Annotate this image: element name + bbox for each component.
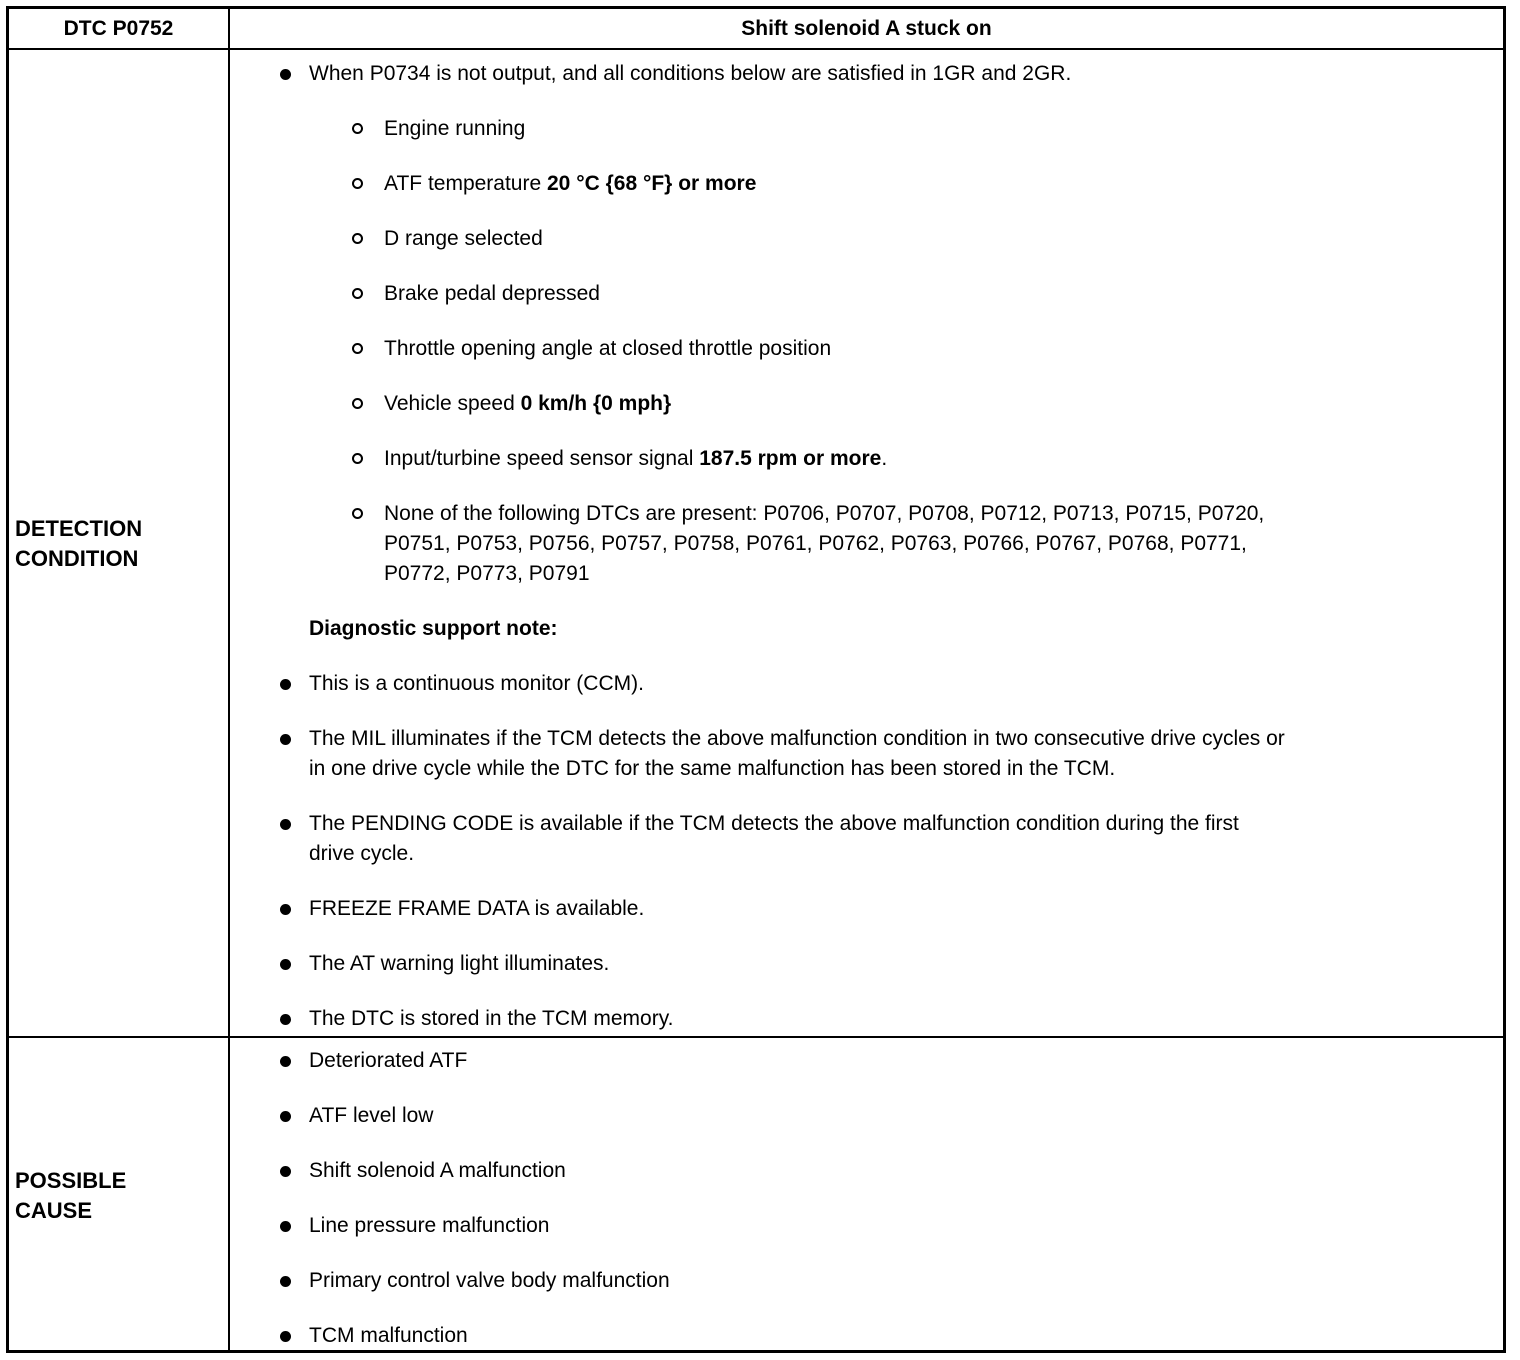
detection-condition-label: DETECTION CONDITION xyxy=(15,516,143,571)
ring-bullet-icon xyxy=(352,288,363,299)
ring-bullet-icon xyxy=(352,343,363,354)
bullet-icon xyxy=(280,1276,291,1287)
condition-item: Engine running xyxy=(384,117,526,140)
bullet-icon xyxy=(280,1331,291,1342)
cause-item: Primary control valve body malfunction xyxy=(309,1269,670,1292)
support-note-item: The DTC is stored in the TCM memory. xyxy=(309,1007,674,1030)
cause-item: TCM malfunction xyxy=(309,1324,468,1347)
cause-item: Shift solenoid A malfunction xyxy=(309,1159,566,1182)
row-divider xyxy=(9,1036,1503,1038)
cause-item: Deteriorated ATF xyxy=(309,1049,468,1072)
dtc-title-header: Shift solenoid A stuck on xyxy=(741,16,992,40)
header-divider xyxy=(9,48,1503,50)
condition-item: Brake pedal depressed xyxy=(384,282,600,305)
bullet-icon xyxy=(280,1056,291,1067)
bullet-icon xyxy=(280,819,291,830)
bullet-icon xyxy=(280,959,291,970)
condition-item: Input/turbine speed sensor signal 187.5 rpm or more. xyxy=(384,447,888,470)
ring-bullet-icon xyxy=(352,508,363,519)
bullet-icon xyxy=(280,1111,291,1122)
ring-bullet-icon xyxy=(352,233,363,244)
support-note-item: The AT warning light illuminates. xyxy=(309,952,610,975)
cause-item: ATF level low xyxy=(309,1104,434,1127)
bullet-icon xyxy=(280,69,291,80)
bullet-icon xyxy=(280,1166,291,1177)
detection-intro: When P0734 is not output, and all conditions below are satisfied in 1GR and 2GR. xyxy=(309,62,1072,85)
bullet-icon xyxy=(280,679,291,690)
dtc-table xyxy=(6,6,1506,1353)
ring-bullet-icon xyxy=(352,123,363,134)
condition-item: Throttle opening angle at closed throttle position xyxy=(384,337,832,360)
cause-item: Line pressure malfunction xyxy=(309,1214,550,1237)
bullet-icon xyxy=(280,734,291,745)
condition-item: D range selected xyxy=(384,227,543,250)
support-note-item: The MIL illuminates if the TCM detects the above malfunction condition in two consecutive drive cycles or in one drive cycle while the DTC for the same malfunction has been stored in the TCM. xyxy=(309,727,1285,780)
bullet-icon xyxy=(280,1014,291,1025)
possible-cause-label: POSSIBLE CAUSE xyxy=(15,1168,127,1223)
bullet-icon xyxy=(280,904,291,915)
support-note-item: FREEZE FRAME DATA is available. xyxy=(309,897,645,920)
column-divider xyxy=(228,9,230,1350)
ring-bullet-icon xyxy=(352,178,363,189)
support-note-item: The PENDING CODE is available if the TCM detects the above malfunction condition during the first drive cycle. xyxy=(309,812,1239,865)
bullet-icon xyxy=(280,1221,291,1232)
condition-item: ATF temperature 20 °C {68 °F} or more xyxy=(384,172,757,195)
dtc-code-header: DTC P0752 xyxy=(63,16,174,40)
support-note-heading: Diagnostic support note: xyxy=(309,617,558,640)
support-note-item: This is a continuous monitor (CCM). xyxy=(309,672,644,695)
condition-item: None of the following DTCs are present: P0706, P0707, P0708, P0712, P0713, P0715, P0720, P0751, P0753, P0756, P0757, P0758, P0761, P0762, P0763, P0766, P0767, P0768, P0771, P0772, P0773, P0791 xyxy=(384,502,1265,585)
condition-item: Vehicle speed 0 km/h {0 mph} xyxy=(384,392,672,415)
ring-bullet-icon xyxy=(352,453,363,464)
ring-bullet-icon xyxy=(352,398,363,409)
